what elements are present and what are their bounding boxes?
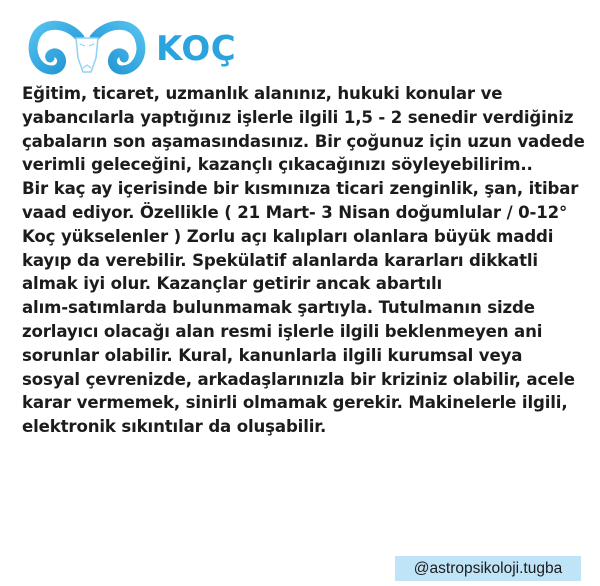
header — [28, 14, 236, 84]
text-line: almak iyi olur. Kazançlar getirir ancak abartılı — [22, 274, 443, 294]
text-line: alım-satımlarda bulunmamak şartıyla. Tutulmanın sizde — [22, 298, 535, 318]
text-line: sorunlar olabilir. Kural, kanunlarla ilgili kurumsal veya — [22, 345, 523, 365]
text-line: zorlayıcı olacağı alan resmi işlerle ilgili beklenmeyen ani — [22, 321, 543, 341]
text-line: verimli geleceğini, kazançlı çıkacağınızı söyleyebilirim.. — [22, 155, 533, 175]
text-line: sosyal çevrenizde, arkadaşlarınızla bir kriziniz olabilir, acele — [22, 369, 575, 389]
text-line: kayıp da verebilir. Spekülatif alanlarda kararları dikkatli — [22, 250, 538, 270]
text-line: yabancılarla yaptığınız işlerle ilgili 1,5 - 2 senedir verdiğiniz — [22, 107, 574, 127]
aries-ram-icon — [28, 18, 146, 80]
text-line: Koç yükselenler ) Zorlu açı kalıpları olanlara büyük maddi — [22, 226, 554, 246]
text-line: Bir kaç ay içerisinde bir kısmınıza ticari zenginlik, şan, itibar — [22, 179, 579, 199]
text-line: karar vermemek, sinirli olmamak gerekir. Makinelerle ilgili, — [22, 393, 568, 413]
text-line: elektronik sıkıntılar da oluşabilir. — [22, 417, 327, 437]
text-line: vaad ediyor. Özellikle ( 21 Mart- 3 Nisan doğumlular / 0-12° — [22, 202, 568, 222]
author-handle: @astropsikoloji.tugba — [395, 556, 581, 581]
text-line: çabaların son aşamasındasınız. Bir çoğunuz için uzun vadede — [22, 131, 585, 151]
page-title: KOÇ — [156, 29, 237, 69]
text-line: Eğitim, ticaret, uzmanlık alanınız, hukuki konular ve — [22, 84, 503, 103]
horoscope-text — [22, 82, 592, 439]
